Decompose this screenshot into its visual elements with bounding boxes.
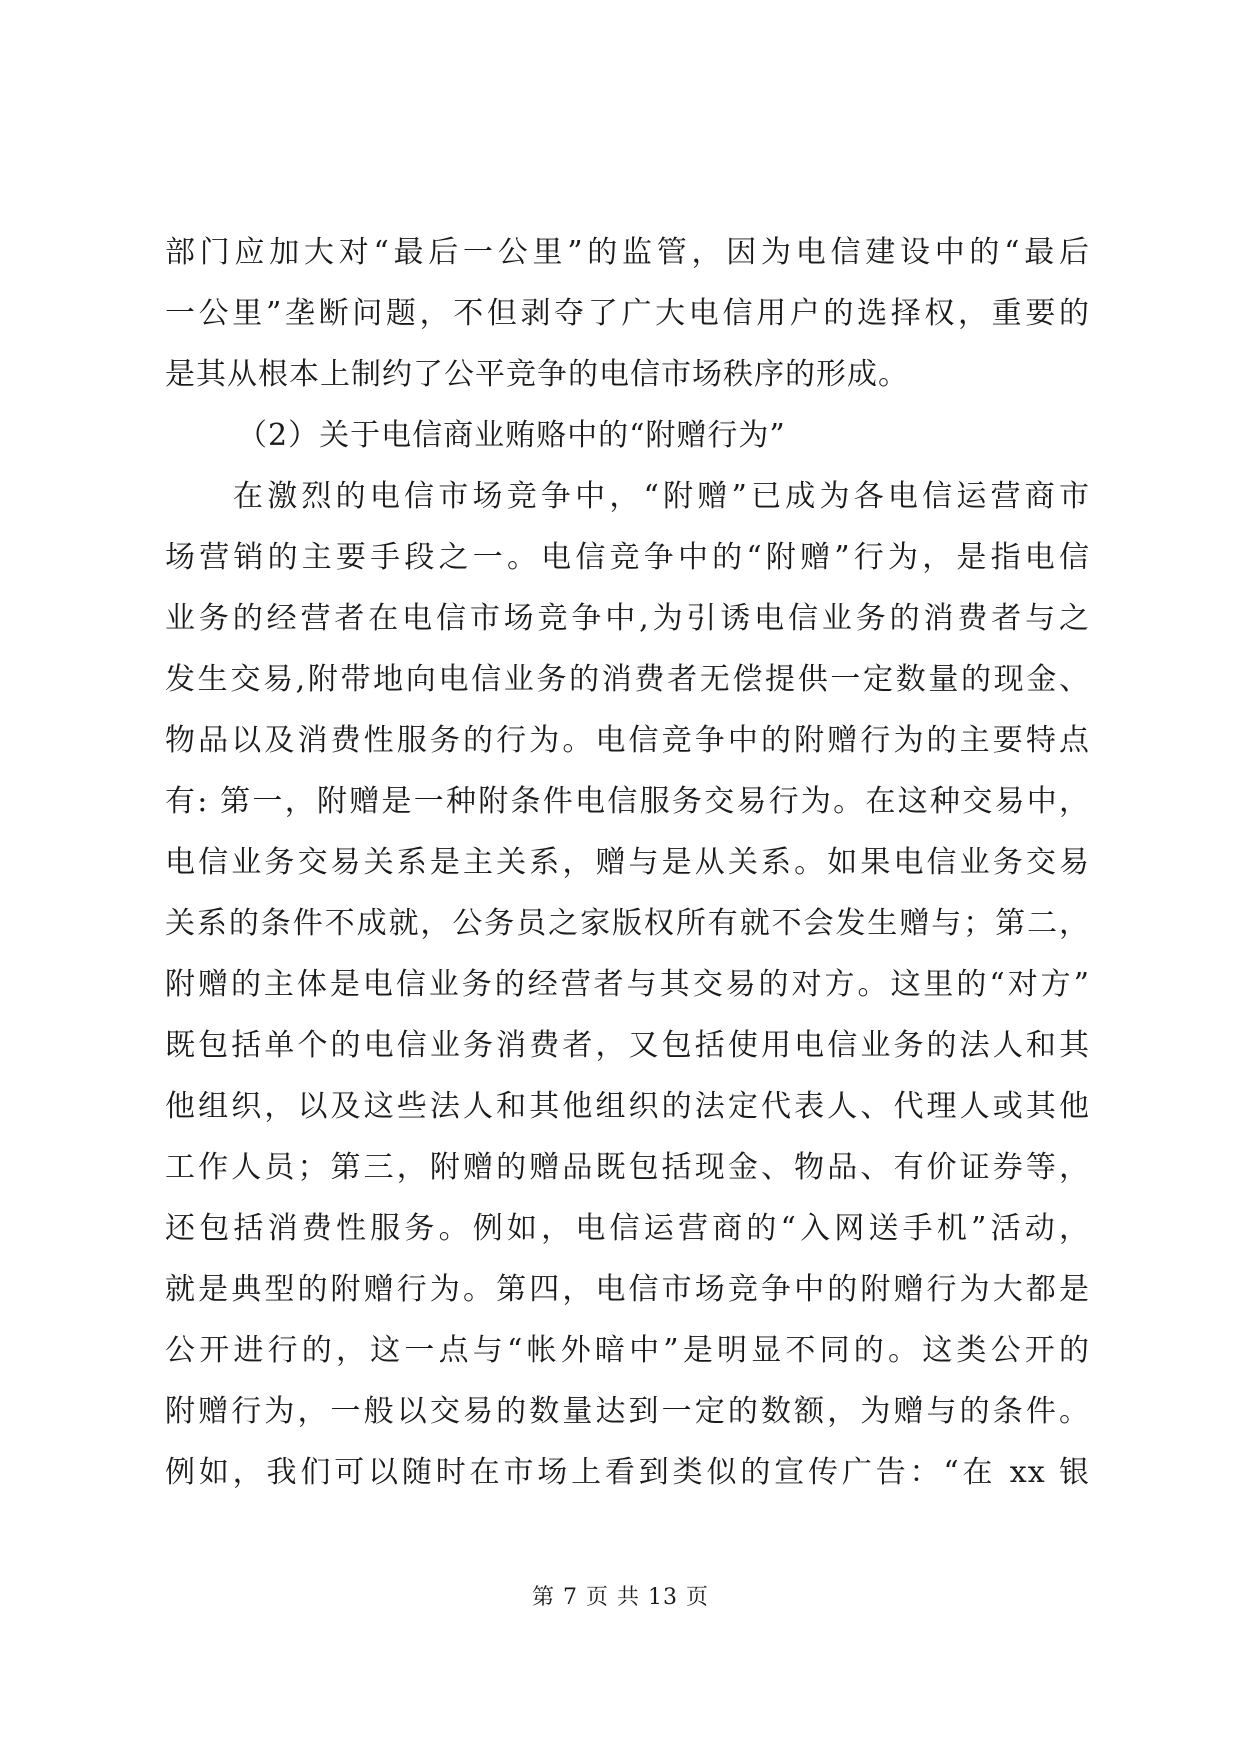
text-line: 是其从根本上制约了公平竞争的电信市场秩序的形成。 <box>165 357 909 392</box>
text-line: 业务的经营者在电信市场竞争中,为引诱电信业务的消费者与之 <box>165 601 1090 636</box>
text-line: 一公里”垄断问题，不但剥夺了广大电信用户的选择权，重要的 <box>165 296 1090 331</box>
page-number-footer: 第 7 页 共 13 页 <box>532 1585 709 1610</box>
text-line: 还包括消费性服务。例如，电信运营商的“入网送手机”活动， <box>165 1211 1090 1246</box>
text-line: 例如，我们可以随时在市场上看到类似的宣传广告：“在 xx 银 <box>165 1455 1090 1490</box>
text-line: 附赠行为，一般以交易的数量达到一定的数额，为赠与的条件。 <box>165 1394 1090 1429</box>
text-line: 电信业务交易关系是主关系，赠与是从关系。如果电信业务交易 <box>165 845 1090 880</box>
text-line: 既包括单个的电信业务消费者，又包括使用电信业务的法人和其 <box>165 1028 1090 1063</box>
text-line: 部门应加大对“最后一公里”的监管，因为电信建设中的“最后 <box>165 235 1090 270</box>
text-line: 物品以及消费性服务的行为。电信竞争中的附赠行为的主要特点 <box>165 723 1090 758</box>
text-line: 就是典型的附赠行为。第四，电信市场竞争中的附赠行为大都是 <box>165 1272 1090 1307</box>
text-line: 他组织，以及这些法人和其他组织的法定代表人、代理人或其他 <box>165 1089 1090 1124</box>
body-text <box>165 222 1090 1503</box>
text-line: 有: 第一，附赠是一种附条件电信服务交易行为。在这种交易中， <box>165 784 1090 819</box>
text-line: 发生交易,附带地向电信业务的消费者无偿提供一定数量的现金、 <box>165 662 1090 697</box>
text-line: 场营销的主要手段之一。电信竞争中的“附赠”行为，是指电信 <box>165 540 1090 575</box>
text-line: 公开进行的，这一点与“帐外暗中”是明显不同的。这类公开的 <box>165 1333 1090 1368</box>
text-line: 在激烈的电信市场竞争中，“附赠”已成为各电信运营商市 <box>233 479 1090 514</box>
section-heading: （2）关于电信商业贿赂中的“附赠行为” <box>237 418 786 453</box>
text-line: 关系的条件不成就，公务员之家版权所有就不会发生赠与；第二， <box>165 906 1090 941</box>
text-line: 工作人员；第三，附赠的赠品既包括现金、物品、有价证券等， <box>165 1150 1090 1185</box>
text-line: 附赠的主体是电信业务的经营者与其交易的对方。这里的“对方” <box>165 967 1090 1002</box>
